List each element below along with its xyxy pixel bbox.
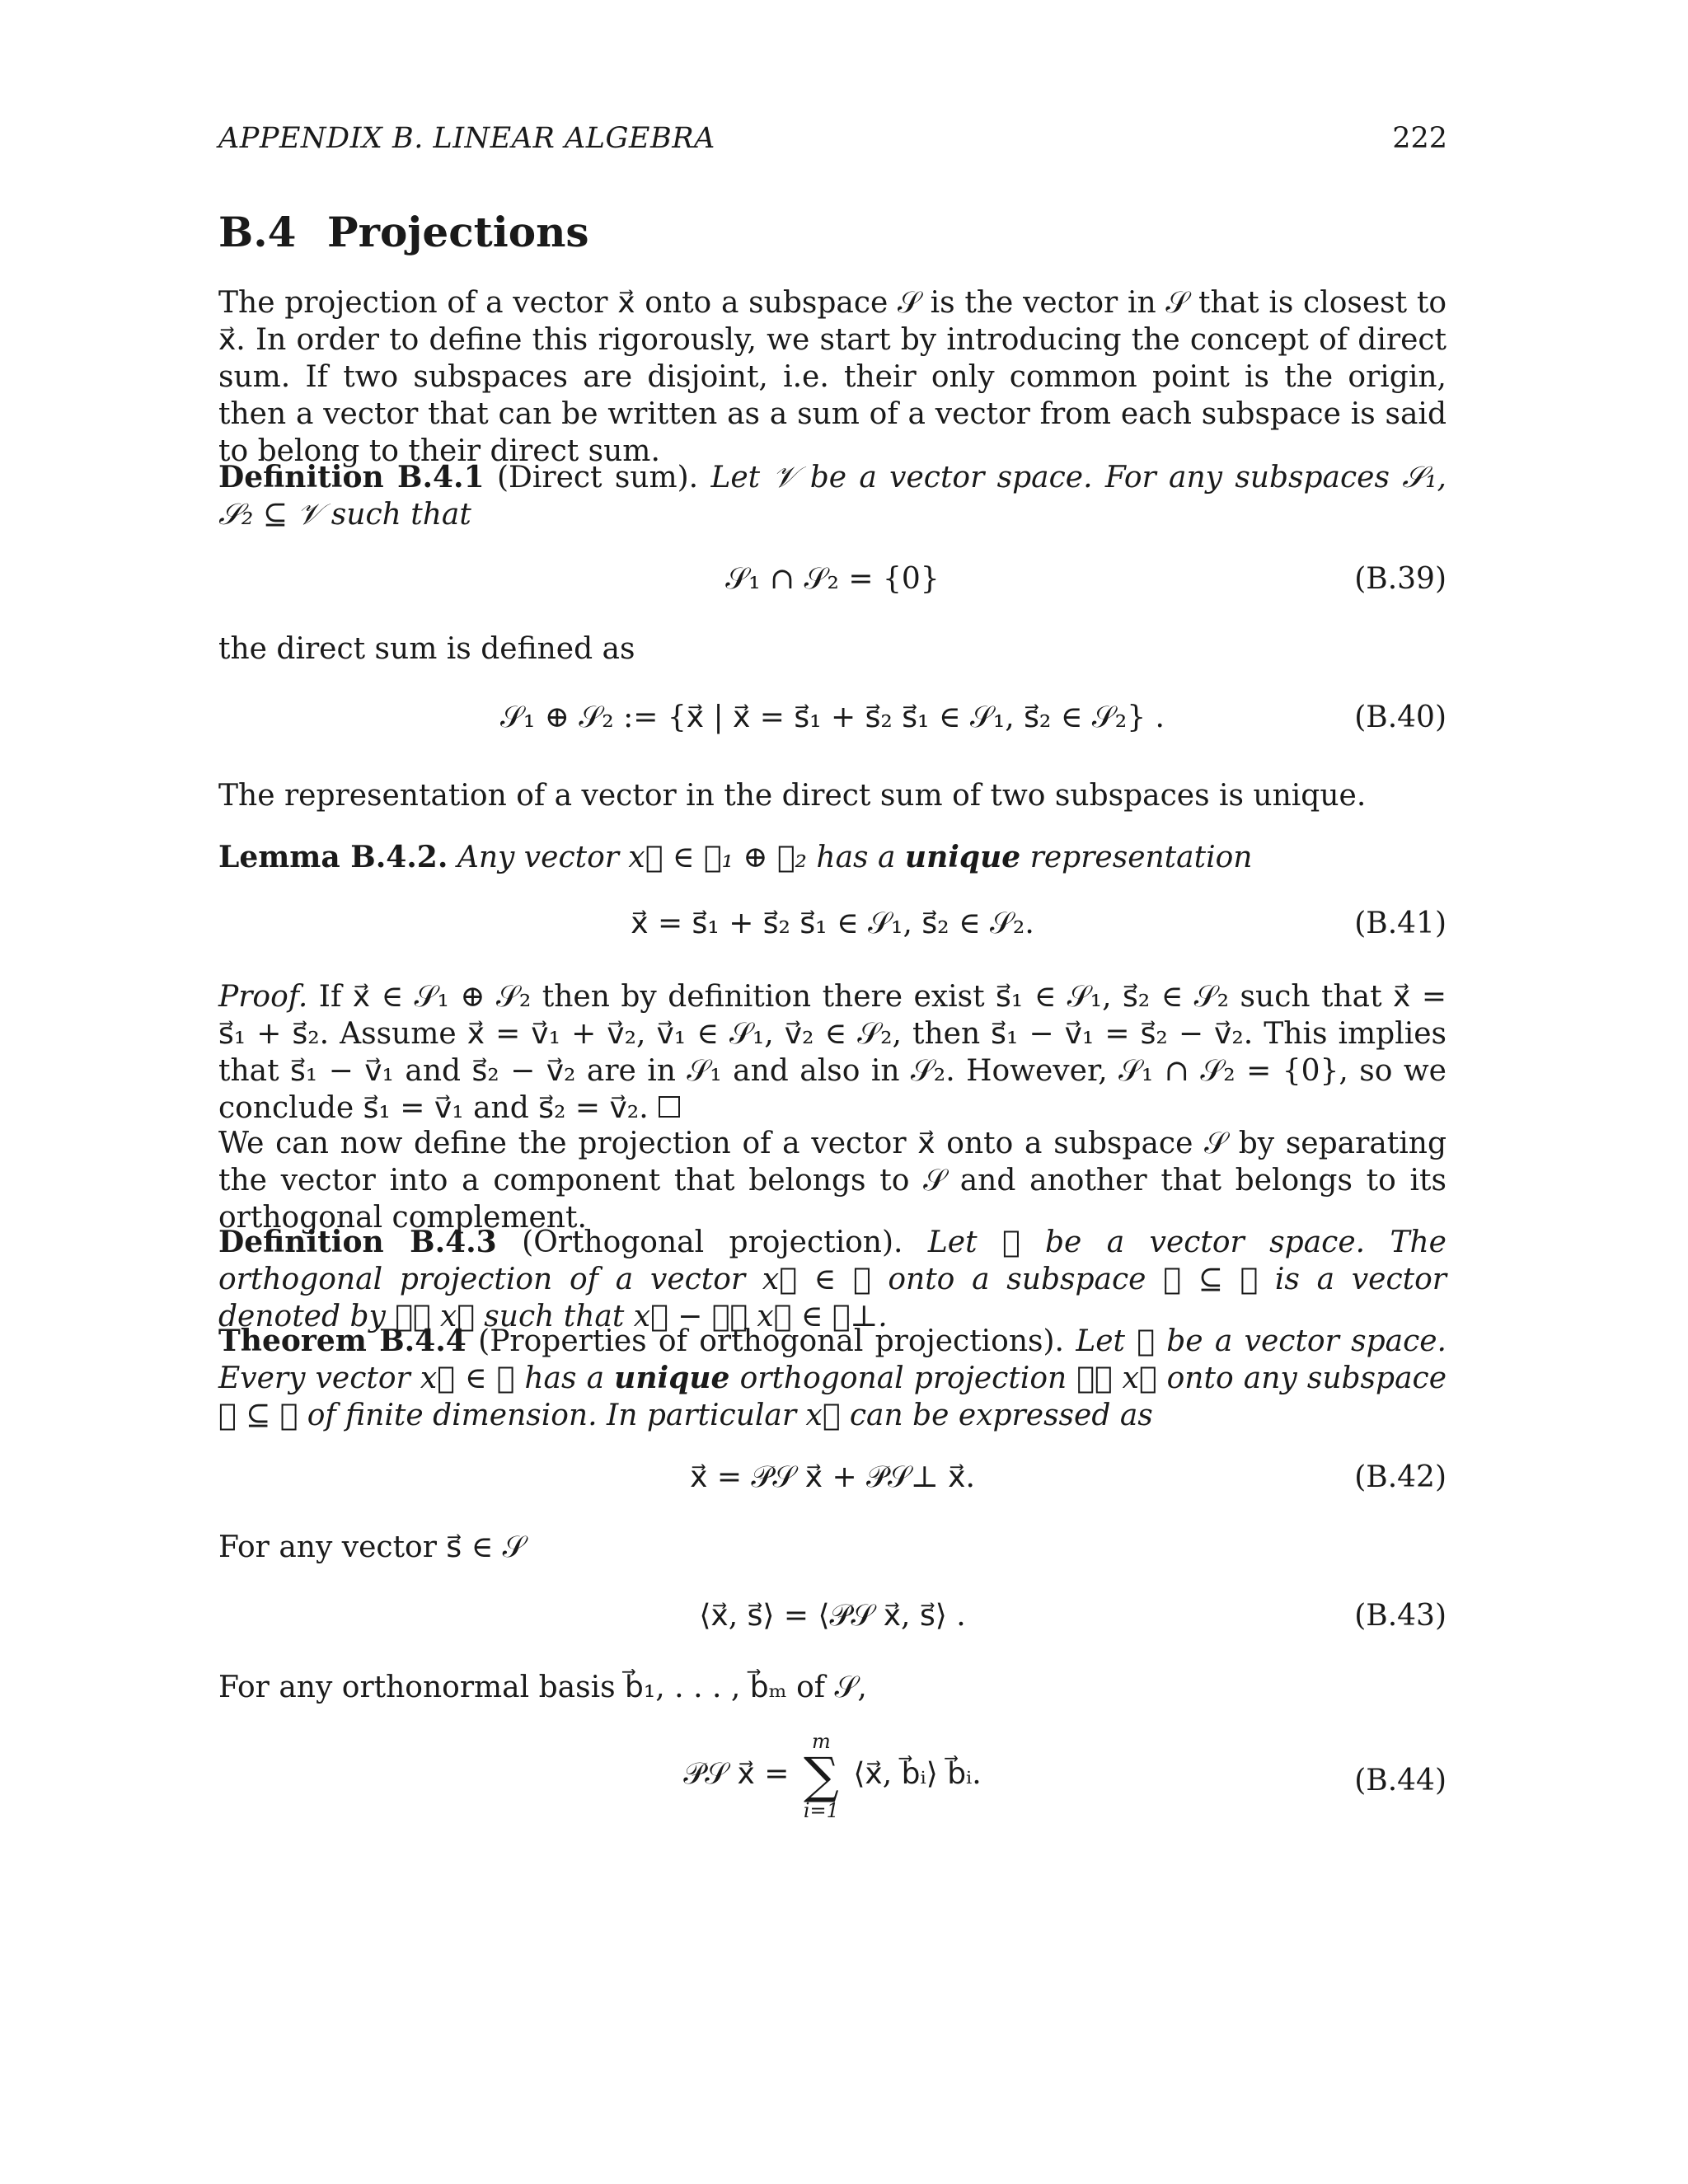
- definition-orthogonal-projection: [218, 1224, 1447, 1335]
- definition-text: Let 𝒱 be a vector space. For any subspaces 𝒮₁, 𝒮₂ ⊆ 𝒱 such that: [218, 461, 1447, 532]
- equation-b44: [218, 1731, 1447, 1830]
- running-header: [218, 122, 1447, 163]
- equation-b40: [218, 701, 1447, 742]
- equation-b41: [218, 907, 1447, 948]
- equation-b42: [218, 1460, 1447, 1502]
- definition-direct-sum: [218, 459, 1447, 533]
- theorem-emphasis: unique: [614, 1361, 730, 1395]
- equation-body: 𝒮₁ ⊕ 𝒮₂ := {x⃗ | x⃗ = s⃗₁ + s⃗₂ s⃗₁ ∈ 𝒮₁, s⃗₂ ∈ 𝒮₂} .: [500, 701, 1165, 734]
- chapter-title: APPENDIX B. LINEAR ALGEBRA: [218, 122, 715, 155]
- section-heading: [218, 208, 589, 256]
- theorem-continuation-basis: For any orthonormal basis b⃗₁, . . . , b⃗ₘ of 𝒮,: [218, 1671, 867, 1704]
- summation: [804, 1731, 839, 1821]
- lemma-text: Any vector x⃗ ∈ 𝒮₁ ⊕ 𝒮₂ has a: [457, 841, 896, 874]
- equation-body: x⃗ = s⃗₁ + s⃗₂ s⃗₁ ∈ 𝒮₁, s⃗₂ ∈ 𝒮₂.: [631, 907, 1034, 940]
- proof-label: Proof.: [218, 980, 308, 1014]
- theorem-label: Theorem B.4.4: [218, 1324, 467, 1358]
- projection-paragraph: We can now define the projection of a vector x⃗ onto a subspace 𝒮 by separating the vector into a component that belongs to 𝒮 and another that belongs to its orthogonal complement.: [218, 1127, 1447, 1235]
- lemma-label: Lemma B.4.2.: [218, 840, 448, 874]
- equation-b43: [218, 1599, 1447, 1640]
- definition-label: Definition B.4.1: [218, 460, 485, 494]
- qed-symbol: [659, 1096, 680, 1118]
- equation-tag: (B.42): [1354, 1460, 1447, 1494]
- equation-body: [218, 1731, 1447, 1821]
- section-title: Projections: [327, 208, 589, 256]
- sum-symbol: ∑: [803, 1747, 839, 1805]
- intro-paragraph: The projection of a vector x⃗ onto a subspace 𝒮 is the vector in 𝒮 that is closest to x⃗. In order to define this rigorously, we start by introducing the concept of direct sum. If two subspaces are disjoint, i.e. their only common point is the origin, then a vector that can be written as a sum of a vector from each subspace is said to belong to their direct sum.: [218, 286, 1447, 468]
- definition-label: Definition B.4.3: [218, 1225, 497, 1259]
- definition-name: (Orthogonal projection).: [522, 1226, 903, 1259]
- equation-tag: (B.44): [1354, 1764, 1447, 1797]
- theorem-text: Let 𝒱 be a vector space. Every vector x⃗ ∈ 𝒱 has a: [218, 1324, 1447, 1395]
- equation-tag: (B.39): [1354, 562, 1447, 596]
- equation-body: x⃗ = 𝒫𝒮 x⃗ + 𝒫𝒮⊥ x⃗.: [690, 1460, 975, 1494]
- equation-lhs: 𝒫𝒮 x⃗ =: [683, 1757, 790, 1791]
- theorem-continuation-vector: For any vector s⃗ ∈ 𝒮: [218, 1530, 526, 1564]
- theorem-text-end: orthogonal projection 𝒫𝒮 x⃗ onto any subspace 𝒮 ⊆ 𝒱 of finite dimension. In particular x⃗ can be expressed as: [218, 1361, 1447, 1432]
- equation-body: ⟨x⃗, s⃗⟩ = ⟨𝒫𝒮 x⃗, s⃗⟩ .: [699, 1599, 966, 1633]
- equation-tag: (B.43): [1354, 1599, 1447, 1633]
- lemma-text-end: representation: [1029, 841, 1253, 874]
- theorem-orthogonal-projections: [218, 1323, 1447, 1434]
- section-number: B.4: [218, 208, 297, 256]
- lemma-emphasis: unique: [904, 840, 1021, 874]
- proof-text: If x⃗ ∈ 𝒮₁ ⊕ 𝒮₂ then by definition there exist s⃗₁ ∈ 𝒮₁, s⃗₂ ∈ 𝒮₂ such that x⃗ = s⃗₁ + s⃗₂. Assume x⃗ = v⃗₁ + v⃗₂, v⃗₁ ∈ 𝒮₁, v⃗₂ ∈ 𝒮₂, then s⃗₁ − v⃗₁ = s⃗₂ − v⃗₂. This implies that s⃗₁ − v⃗₁ and s⃗₂ − v⃗₂ are in 𝒮₁ and also in 𝒮₂. However, 𝒮₁ ∩ 𝒮₂ = {0}, so we conclude s⃗₁ = v⃗₁ and s⃗₂ = v⃗₂.: [218, 980, 1447, 1125]
- equation-rhs: ⟨x⃗, b⃗ᵢ⟩ b⃗ᵢ.: [853, 1757, 982, 1791]
- definition-text: Let 𝒱 be a vector space. The orthogonal projection of a vector x⃗ ∈ 𝒱 onto a subspace 𝒮 ⊆ 𝒱 is a vector denoted by 𝒫𝒮 x⃗ such that x⃗ − 𝒫𝒮 x⃗ ∈ 𝒮⊥.: [218, 1226, 1447, 1333]
- page-number: 222: [1392, 122, 1447, 155]
- sum-upper-limit: m: [812, 1730, 831, 1753]
- equation-b39: [218, 562, 1447, 603]
- theorem-name: (Properties of orthogonal projections).: [478, 1324, 1064, 1358]
- representation-paragraph: The representation of a vector in the direct sum of two subspaces is unique.: [218, 779, 1367, 813]
- equation-tag: (B.41): [1354, 907, 1447, 940]
- definition-continuation: the direct sum is defined as: [218, 632, 635, 666]
- sum-lower-limit: i=1: [803, 1799, 839, 1822]
- equation-tag: (B.40): [1354, 701, 1447, 734]
- lemma-unique-representation: [218, 839, 1447, 876]
- proof: [218, 978, 1447, 1127]
- equation-body: 𝒮₁ ∩ 𝒮₂ = {0}: [725, 562, 940, 596]
- definition-name: (Direct sum).: [496, 461, 699, 494]
